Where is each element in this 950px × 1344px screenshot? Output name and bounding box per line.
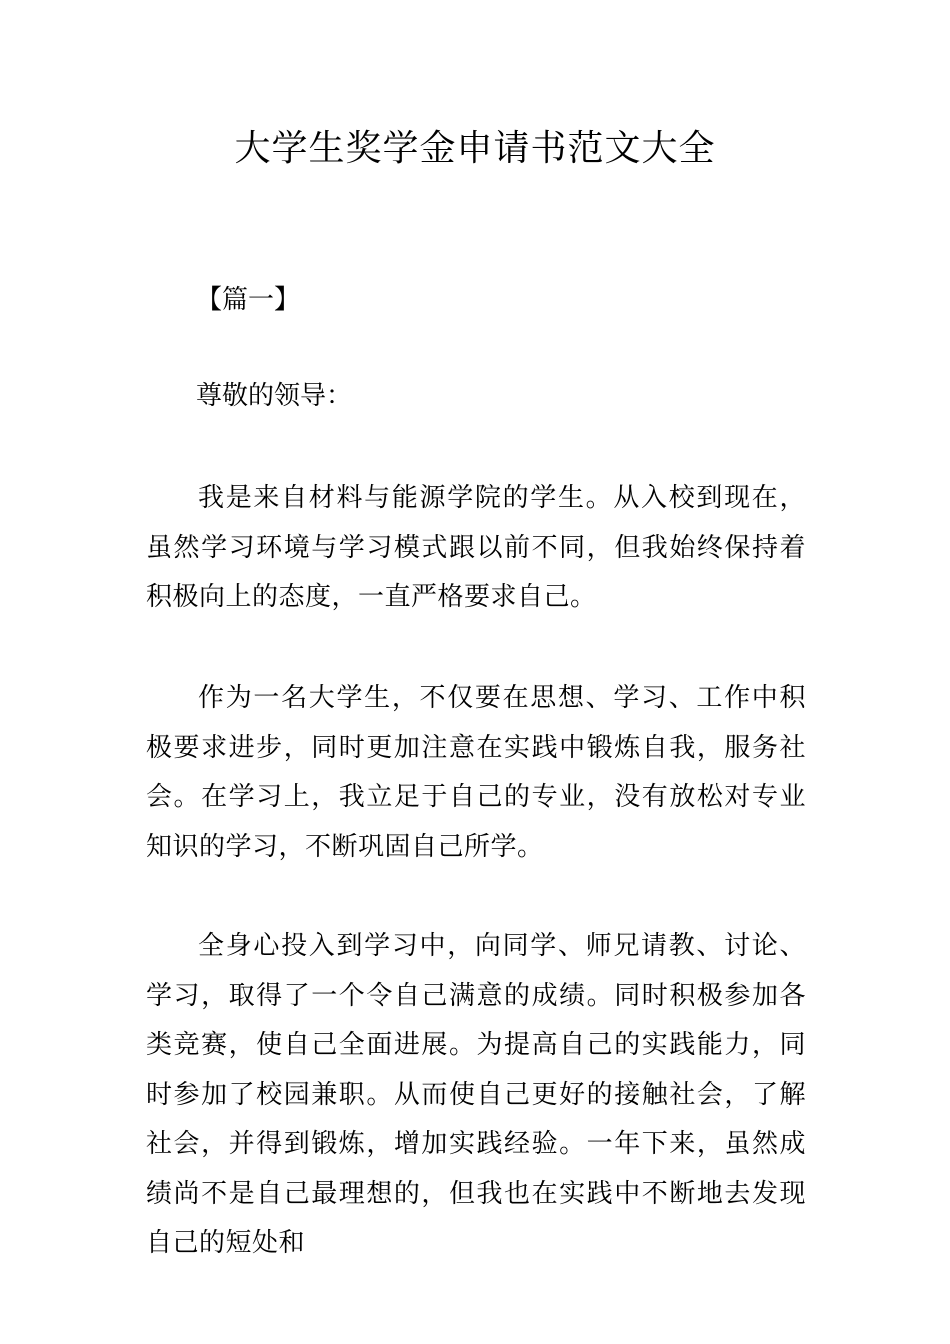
- salutation: 尊敬的领导：: [196, 381, 353, 411]
- body-paragraph-1: 我是来自材料与能源学院的学生。从入校到现在，虽然学习环境与学习模式跟以前不同，但我始终保持着积极向上的态度，一直严格要求自己。: [146, 483, 806, 612]
- body-paragraph-3: 全身心投入到学习中，向同学、师兄请教、讨论、学习，取得了一个令自己满意的成绩。同时积极参加各类竞赛，使自己全面进展。为提高自己的实践能力，同时参加了校园兼职。从而使自己更好的接触社会，了解社会，并得到锻炼，增加实践经验。一年下来，虽然成绩尚不是自己最理想的，但我也在实践中不断地去发现自己的短处和: [146, 931, 806, 1258]
- section-label: 【篇一】: [196, 285, 301, 315]
- body-paragraph-2: 作为一名大学生，不仅要在思想、学习、工作中积极要求进步，同时更加注意在实践中锻炼自我，服务社会。在学习上，我立足于自己的专业，没有放松对专业知识的学习，不断巩固自己所学。: [146, 683, 806, 862]
- document-title: 大学生奖学金申请书范文大全: [234, 128, 716, 169]
